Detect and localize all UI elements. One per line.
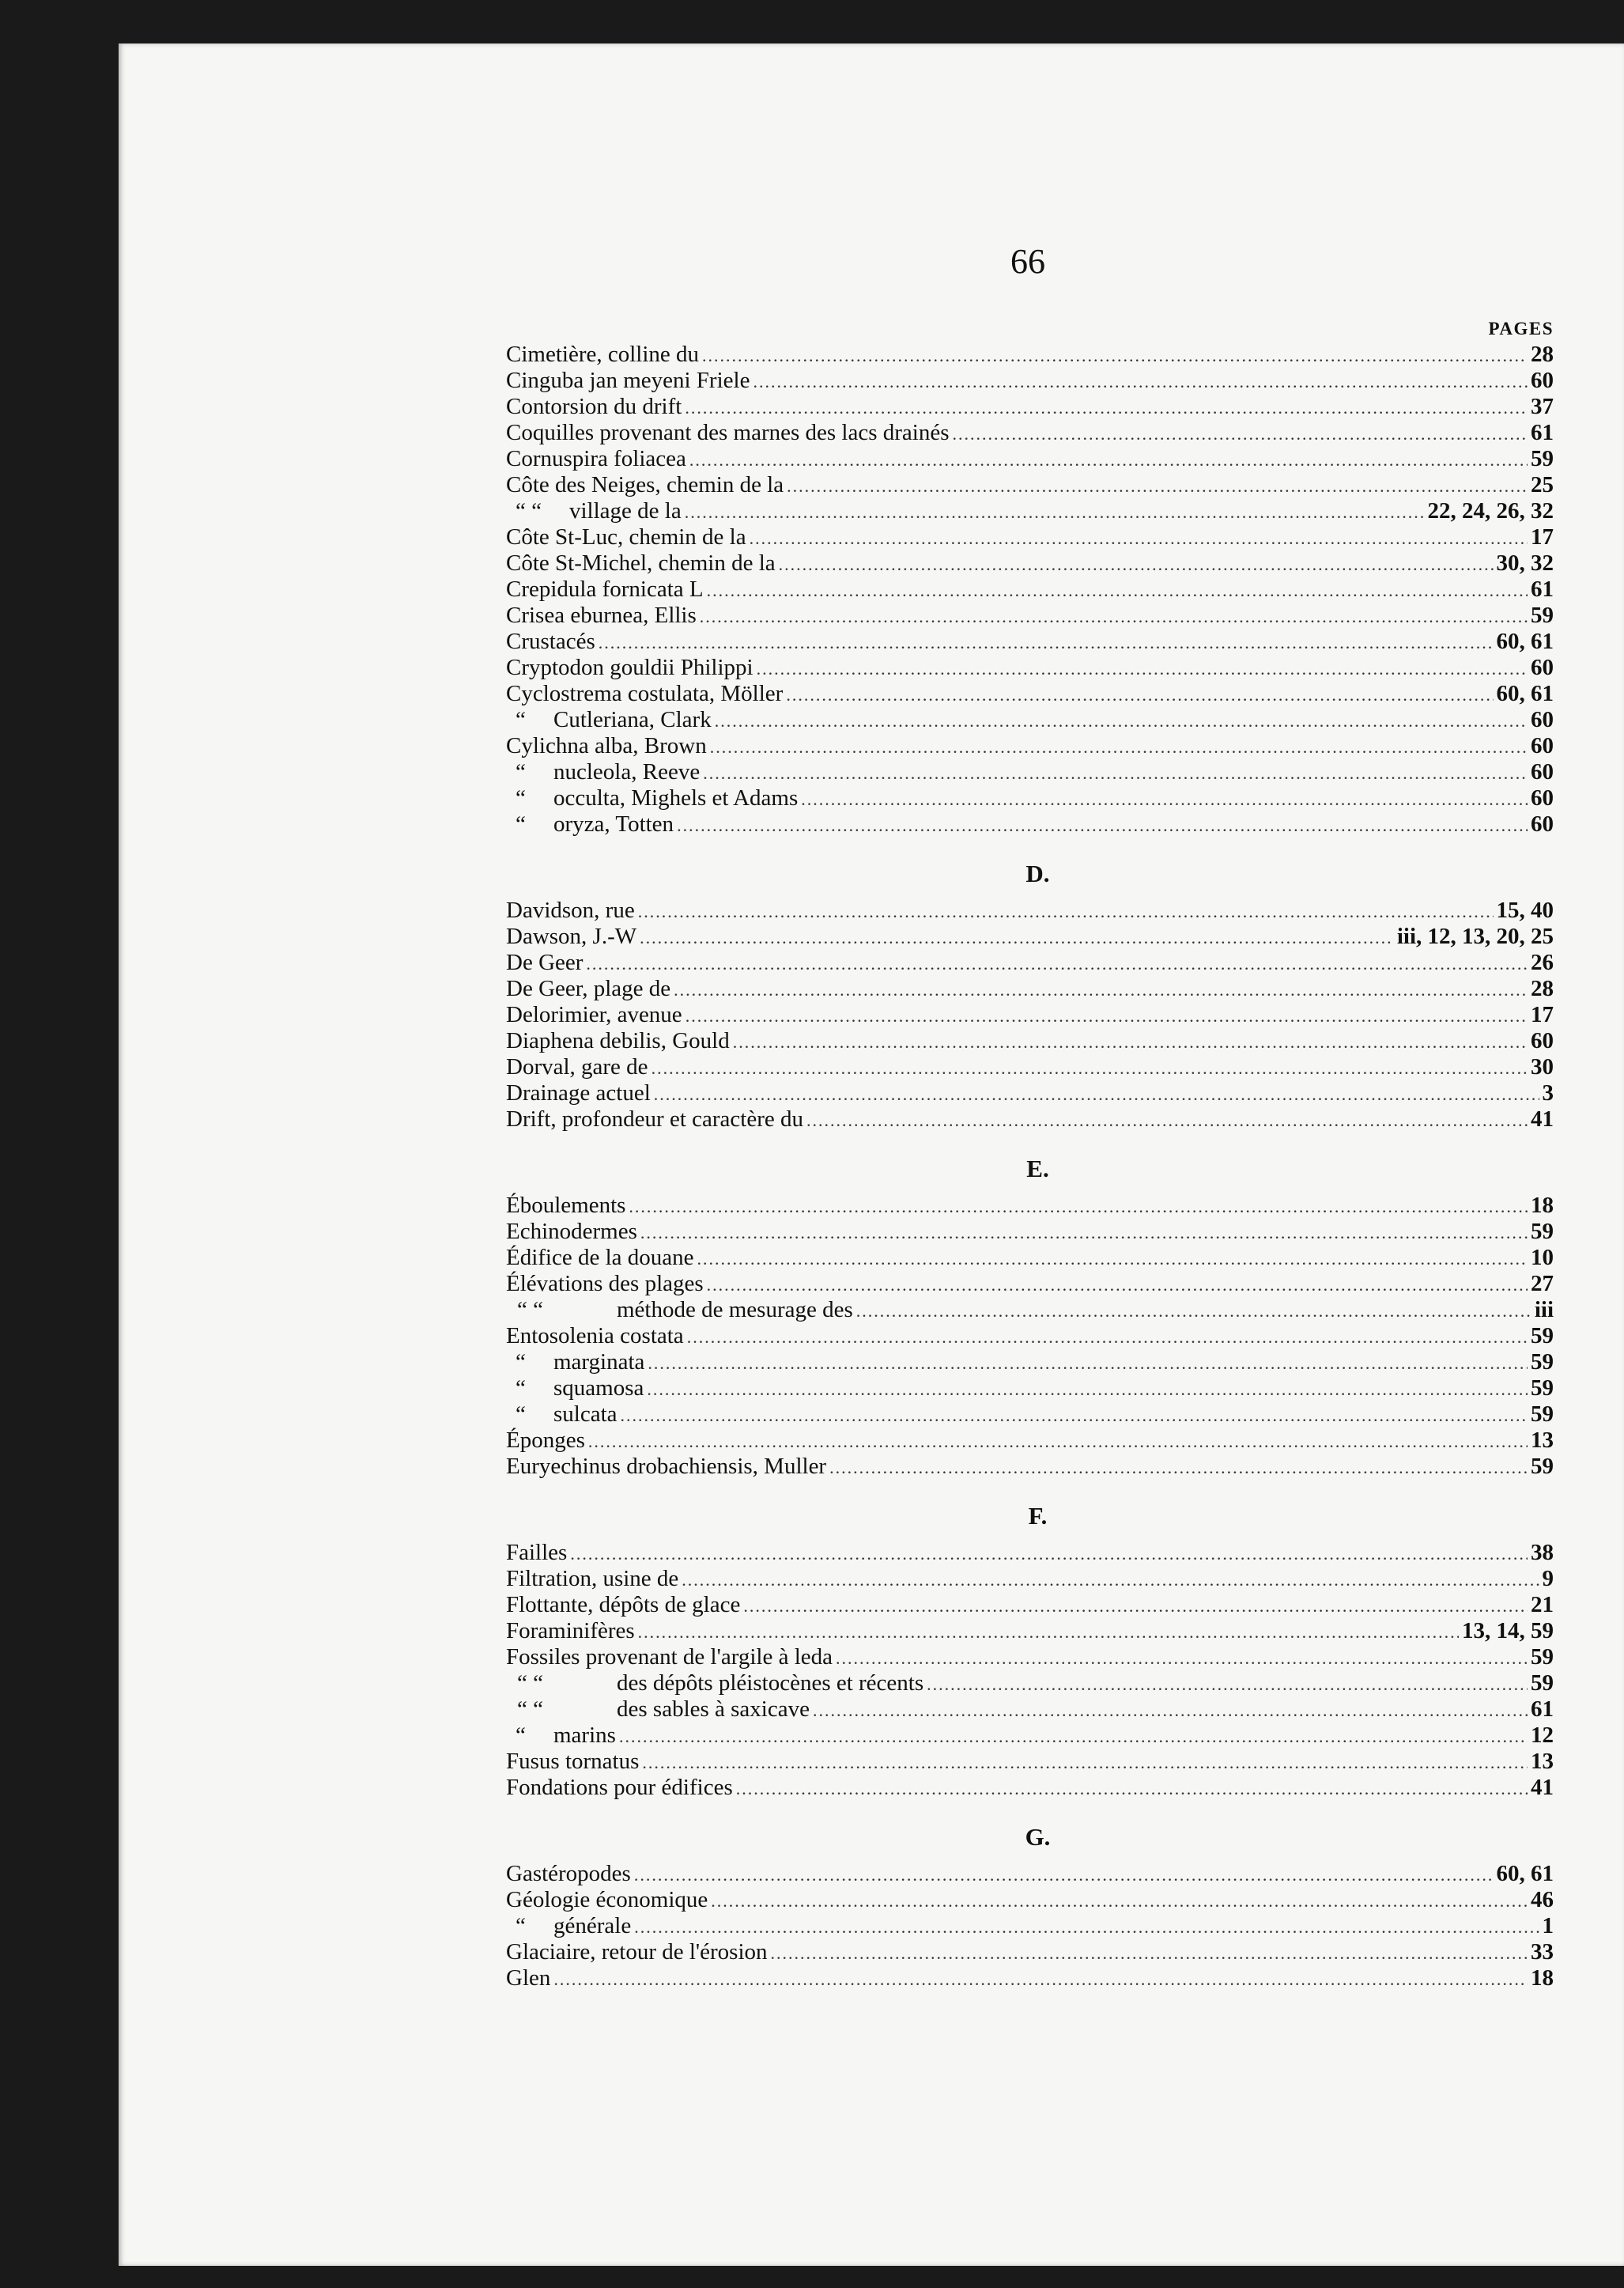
- entry-label: Dorval, gare de: [506, 1054, 648, 1080]
- entry-pages: 30, 32: [1496, 550, 1554, 576]
- entry-pages: 60, 61: [1496, 629, 1554, 654]
- dot-leader: [674, 977, 1528, 1003]
- index-entry: [506, 1245, 1554, 1271]
- entry-pages: 18: [1531, 1965, 1554, 1991]
- dot-leader: [638, 898, 1494, 925]
- index-entry: [506, 1219, 1554, 1245]
- entry-term: [506, 1271, 704, 1297]
- index-entry: [506, 1723, 1554, 1749]
- entry-pages: 59: [1531, 1323, 1554, 1348]
- entry-label: Crepidula fornicata L: [506, 577, 704, 602]
- entry-term: [506, 420, 950, 446]
- dot-leader: [813, 1697, 1528, 1723]
- entry-pages: 37: [1531, 394, 1554, 419]
- entry-pages: 17: [1531, 524, 1554, 550]
- index-entry: [506, 655, 1554, 681]
- dot-leader: [651, 1055, 1528, 1081]
- entry-label: De Geer, plage de: [506, 976, 671, 1001]
- entry-label: Glen: [506, 1965, 551, 1991]
- entry-term: [506, 976, 670, 1002]
- dot-leader: [685, 499, 1425, 525]
- entry-pages: 60: [1531, 811, 1554, 837]
- entry-pages: 27: [1531, 1271, 1554, 1296]
- entry-term: [506, 898, 635, 924]
- index-entry: [506, 785, 1554, 811]
- entry-label: Flottante, dépôts de glace: [506, 1592, 741, 1617]
- entry-pages: 46: [1531, 1887, 1554, 1912]
- entry-pages: 59: [1531, 1644, 1554, 1670]
- entry-term: [506, 1375, 644, 1401]
- entry-term: [506, 1028, 730, 1054]
- dot-leader: [856, 1298, 1531, 1324]
- section-heading: D.: [1025, 860, 1050, 887]
- entry-label: marins: [553, 1723, 616, 1748]
- index-entry: [506, 1323, 1554, 1349]
- entry-term: [506, 472, 784, 498]
- entry-label: Cyclostrema costulata, Möller: [506, 681, 784, 706]
- entry-term: [506, 368, 750, 394]
- index-entry: [506, 1080, 1554, 1106]
- ditto-mark: “: [516, 1401, 526, 1427]
- index-entry: [506, 811, 1554, 838]
- entry-pages: 17: [1531, 1002, 1554, 1027]
- section-heading: E.: [1026, 1155, 1049, 1182]
- entry-pages: 18: [1531, 1193, 1554, 1218]
- entry-label: De Geer: [506, 950, 584, 975]
- entry-label: Élévations des plages: [506, 1271, 704, 1296]
- entry-term: [506, 1939, 768, 1965]
- index-list: [506, 316, 1554, 1991]
- entry-term: [506, 1401, 617, 1428]
- entry-term: [506, 1219, 637, 1245]
- dot-leader: [647, 1376, 1528, 1402]
- dot-leader: [640, 925, 1394, 951]
- dot-leader: [753, 369, 1528, 395]
- ditto-mark: “: [516, 707, 526, 732]
- dot-leader: [689, 447, 1528, 473]
- entry-term: [506, 577, 704, 603]
- index-entry: [506, 394, 1554, 420]
- entry-term: [506, 759, 700, 785]
- entry-term: [506, 950, 583, 976]
- entry-term: [506, 1723, 616, 1749]
- index-entry: [506, 1028, 1554, 1054]
- entry-term: [506, 1566, 678, 1592]
- entry-term: [506, 681, 783, 707]
- entry-pages: 59: [1531, 1375, 1554, 1401]
- dot-leader: [634, 1862, 1494, 1888]
- entry-term: [506, 1106, 803, 1133]
- entry-term: [506, 1644, 833, 1670]
- entry-label: Édifice de la douane: [506, 1245, 694, 1270]
- entry-term: [506, 603, 697, 629]
- index-entry: [506, 1965, 1554, 1991]
- dot-leader: [629, 1193, 1528, 1220]
- index-entry: [506, 681, 1554, 707]
- entry-pages: 59: [1531, 603, 1554, 628]
- entry-term: [506, 924, 636, 950]
- index-entry: [506, 1775, 1554, 1801]
- entry-pages: 60: [1531, 759, 1554, 785]
- entry-pages: 59: [1531, 1670, 1554, 1696]
- entry-pages: 1: [1542, 1913, 1554, 1938]
- entry-pages: 59: [1531, 1401, 1554, 1427]
- dot-leader: [619, 1723, 1528, 1749]
- entry-label: oryza, Totten: [553, 811, 674, 837]
- entry-pages: 15, 40: [1496, 898, 1554, 923]
- dot-leader: [697, 1246, 1528, 1272]
- entry-label: Éponges: [506, 1428, 585, 1453]
- dot-leader: [786, 682, 1493, 708]
- dot-leader: [702, 342, 1528, 369]
- index-entry: [506, 1887, 1554, 1913]
- page-number: 66: [1010, 242, 1045, 281]
- entry-label: générale: [553, 1913, 632, 1938]
- index-entry: [506, 1861, 1554, 1887]
- dot-leader: [779, 551, 1494, 577]
- entry-term: [506, 1540, 567, 1566]
- entry-term: [506, 342, 699, 368]
- entry-pages: 22, 24, 26, 32: [1427, 498, 1554, 524]
- entry-pages: 60: [1531, 655, 1554, 680]
- entry-term: [506, 1323, 684, 1349]
- dot-leader: [700, 603, 1528, 630]
- entry-pages: 60, 61: [1496, 1861, 1554, 1886]
- entry-label: Éboulements: [506, 1193, 626, 1218]
- index-entry: [506, 1002, 1554, 1028]
- dot-leader: [836, 1645, 1528, 1671]
- ditto-mark: “ “: [516, 498, 542, 524]
- dot-leader: [588, 1428, 1528, 1454]
- entry-label: occulta, Mighels et Adams: [553, 785, 799, 811]
- entry-pages: 60, 61: [1496, 681, 1554, 706]
- entry-pages: 28: [1531, 976, 1554, 1001]
- entry-label: Géologie économique: [506, 1887, 708, 1912]
- index-entry: [506, 550, 1554, 577]
- entry-label: des dépôts pléistocènes et récents: [617, 1670, 924, 1696]
- entry-term: [506, 1193, 625, 1219]
- entry-term: [506, 785, 798, 811]
- entry-term: [506, 1775, 733, 1801]
- ditto-mark: “: [516, 785, 526, 811]
- index-entry: [506, 1271, 1554, 1297]
- entry-pages: 59: [1531, 1349, 1554, 1375]
- entry-term: [506, 446, 686, 472]
- dot-leader: [757, 656, 1528, 682]
- dot-leader: [736, 1776, 1528, 1802]
- dot-leader: [553, 1966, 1528, 1992]
- entry-term: [506, 733, 707, 759]
- dot-leader: [711, 1888, 1528, 1914]
- entry-label: Crisea eburnea, Ellis: [506, 603, 697, 628]
- entry-label: Cutleriana, Clark: [553, 707, 712, 732]
- entry-term: [506, 1965, 550, 1991]
- entry-pages: 30: [1531, 1054, 1554, 1080]
- entry-label: des sables à saxicave: [617, 1696, 810, 1722]
- entry-pages: 3: [1542, 1080, 1554, 1106]
- entry-label: Entosolenia costata: [506, 1323, 684, 1348]
- dot-leader: [715, 708, 1528, 734]
- entry-label: Contorsion du drift: [506, 394, 682, 419]
- section-heading: F.: [1028, 1502, 1048, 1530]
- entry-label: Diaphena debilis, Gould: [506, 1028, 730, 1053]
- dot-leader: [927, 1671, 1528, 1697]
- entry-pages: 41: [1531, 1106, 1554, 1132]
- dot-leader: [771, 1940, 1528, 1966]
- dot-leader: [787, 473, 1528, 499]
- entry-label: Côte des Neiges, chemin de la: [506, 472, 784, 497]
- entry-label: Gastéropodes: [506, 1861, 631, 1886]
- entry-term: [506, 1618, 635, 1644]
- dot-leader: [806, 1107, 1528, 1133]
- entry-pages: 13, 14, 59: [1462, 1618, 1554, 1643]
- entry-term: [506, 1592, 740, 1618]
- index-entry: [506, 1749, 1554, 1775]
- ditto-mark: “ “: [517, 1696, 543, 1722]
- entry-term: [506, 1297, 853, 1323]
- entry-term: [506, 524, 746, 550]
- dot-leader: [750, 525, 1528, 551]
- entry-pages: 60: [1531, 707, 1554, 732]
- entry-term: [506, 1913, 631, 1939]
- entry-pages: 60: [1531, 1028, 1554, 1053]
- index-entry: [506, 759, 1554, 785]
- dot-leader: [654, 1081, 1539, 1107]
- dot-leader: [743, 1593, 1528, 1619]
- entry-label: Coquilles provenant des marnes des lacs drainés: [506, 420, 950, 445]
- entry-label: Côte St-Michel, chemin de la: [506, 550, 776, 576]
- entry-term: [506, 707, 712, 733]
- entry-label: Davidson, rue: [506, 898, 635, 923]
- index-entry: [506, 420, 1554, 446]
- index-entry: [506, 629, 1554, 655]
- ditto-mark: “: [516, 1375, 526, 1401]
- index-entry: [506, 446, 1554, 472]
- dot-leader: [801, 786, 1528, 812]
- entry-label: Euryechinus drobachiensis, Muller: [506, 1454, 827, 1479]
- entry-term: [506, 655, 753, 681]
- index-entry: [506, 733, 1554, 759]
- section-heading: G.: [1025, 1823, 1051, 1851]
- index-entry: [506, 1939, 1554, 1965]
- entry-term: [506, 1080, 651, 1106]
- index-entry: [506, 342, 1554, 368]
- entry-term: [506, 1887, 708, 1913]
- dot-leader: [707, 577, 1528, 603]
- entry-pages: 26: [1531, 950, 1554, 975]
- dot-leader: [638, 1619, 1459, 1645]
- entry-label: squamosa: [553, 1375, 644, 1401]
- index-entry: [506, 498, 1554, 524]
- dot-leader: [642, 1749, 1528, 1776]
- entry-pages: 61: [1531, 577, 1554, 602]
- dot-leader: [685, 1003, 1528, 1029]
- entry-term: [506, 1696, 810, 1723]
- index-entry: [506, 898, 1554, 924]
- dot-leader: [703, 760, 1528, 786]
- dot-leader: [648, 1350, 1528, 1376]
- index-entry: [506, 1428, 1554, 1454]
- index-entry: [506, 976, 1554, 1002]
- dot-leader: [586, 951, 1528, 977]
- entry-pages: 38: [1531, 1540, 1554, 1565]
- index-entry: [506, 1401, 1554, 1428]
- entry-label: Cinguba jan meyeni Friele: [506, 368, 750, 393]
- index-entry: [506, 1454, 1554, 1480]
- entry-pages: 60: [1531, 733, 1554, 758]
- entry-pages: 21: [1531, 1592, 1554, 1617]
- entry-label: méthode de mesurage des: [617, 1297, 853, 1322]
- index-entry: [506, 1566, 1554, 1592]
- dot-leader: [733, 1029, 1528, 1055]
- index-entry: [506, 577, 1554, 603]
- entry-label: Cryptodon gouldii Philippi: [506, 655, 753, 680]
- dot-leader: [677, 812, 1528, 838]
- ditto-mark: “: [516, 759, 526, 785]
- dot-leader: [599, 630, 1494, 656]
- index-entry: [506, 1297, 1554, 1323]
- entry-label: Drift, profondeur et caractère du: [506, 1106, 803, 1132]
- entry-pages: 10: [1531, 1245, 1554, 1270]
- entry-label: nucleola, Reeve: [553, 759, 701, 785]
- entry-pages: 61: [1531, 420, 1554, 445]
- index-entry: [506, 924, 1554, 950]
- index-entry: [506, 1375, 1554, 1401]
- index-entry: [506, 603, 1554, 629]
- entry-pages: 60: [1531, 785, 1554, 811]
- index-entry: [506, 1540, 1554, 1566]
- index-entry: [506, 1193, 1554, 1219]
- index-entry: [506, 524, 1554, 550]
- entry-term: [506, 811, 674, 838]
- entry-label: Cornuspira foliacea: [506, 446, 686, 471]
- index-entry: [506, 1644, 1554, 1670]
- entry-pages: iii: [1534, 1297, 1554, 1322]
- index-entry: [506, 1696, 1554, 1723]
- entry-label: Cimetière, colline du: [506, 342, 700, 367]
- dot-leader: [621, 1402, 1528, 1428]
- entry-term: [506, 629, 595, 655]
- entry-label: sulcata: [553, 1401, 617, 1427]
- dot-leader: [570, 1541, 1528, 1567]
- entry-label: Fusus tornatus: [506, 1749, 640, 1774]
- entry-label: Delorimier, avenue: [506, 1002, 682, 1027]
- entry-label: Cylichna alba, Brown: [506, 733, 707, 758]
- entry-pages: 25: [1531, 472, 1554, 497]
- index-entry: [506, 950, 1554, 976]
- ditto-mark: “: [516, 1913, 526, 1938]
- entry-term: [506, 1454, 826, 1480]
- entry-pages: 59: [1531, 1454, 1554, 1479]
- entry-pages: 60: [1531, 368, 1554, 393]
- entry-label: Crustacés: [506, 629, 595, 654]
- entry-label: Foraminifères: [506, 1618, 635, 1643]
- entry-pages: 13: [1531, 1428, 1554, 1453]
- entry-pages: 61: [1531, 1696, 1554, 1722]
- entry-term: [506, 1054, 648, 1080]
- ditto-mark: “ “: [517, 1670, 543, 1696]
- entry-pages: 28: [1531, 342, 1554, 367]
- entry-label: marginata: [553, 1349, 645, 1375]
- dot-leader: [829, 1454, 1528, 1481]
- index-entry: [506, 1670, 1554, 1696]
- pages-column-header: PAGES: [1488, 319, 1554, 338]
- entry-term: [506, 550, 776, 577]
- entry-label: Drainage actuel: [506, 1080, 651, 1106]
- entry-label: Echinodermes: [506, 1219, 637, 1244]
- index-entry: [506, 1054, 1554, 1080]
- entry-term: [506, 1002, 682, 1028]
- dot-leader: [634, 1914, 1539, 1940]
- entry-label: Dawson, J.-W: [506, 924, 637, 949]
- index-entry: [506, 1618, 1554, 1644]
- dot-leader: [953, 421, 1528, 447]
- entry-term: [506, 1670, 923, 1696]
- entry-label: Glaciaire, retour de l'érosion: [506, 1939, 768, 1965]
- dot-leader: [685, 395, 1528, 421]
- dot-leader: [682, 1567, 1539, 1593]
- entry-label: Failles: [506, 1540, 568, 1565]
- entry-label: Fossiles provenant de l'argile à leda: [506, 1644, 833, 1670]
- entry-label: Fondations pour édifices: [506, 1775, 733, 1800]
- dot-leader: [640, 1220, 1528, 1246]
- dot-leader: [687, 1324, 1528, 1350]
- index-entry: [506, 472, 1554, 498]
- index-entry: [506, 368, 1554, 394]
- entry-pages: 12: [1531, 1723, 1554, 1748]
- entry-term: [506, 498, 682, 524]
- ditto-mark: “ “: [517, 1297, 543, 1322]
- ditto-mark: “: [516, 811, 526, 837]
- index-entry: [506, 1913, 1554, 1939]
- entry-pages: 41: [1531, 1775, 1554, 1800]
- ditto-mark: “: [516, 1723, 526, 1748]
- entry-term: [506, 1861, 631, 1887]
- index-entry: [506, 1106, 1554, 1133]
- entry-label: village de la: [569, 498, 682, 524]
- entry-term: [506, 1245, 694, 1271]
- index-entry: [506, 1349, 1554, 1375]
- entry-term: [506, 394, 682, 420]
- entry-term: [506, 1749, 639, 1775]
- entry-term: [506, 1349, 644, 1375]
- ditto-mark: “: [516, 1349, 526, 1375]
- entry-pages: 59: [1531, 1219, 1554, 1244]
- entry-pages: iii, 12, 13, 20, 25: [1396, 924, 1554, 949]
- entry-pages: 33: [1531, 1939, 1554, 1965]
- entry-term: [506, 1428, 585, 1454]
- entry-pages: 9: [1542, 1566, 1554, 1591]
- dot-leader: [707, 1272, 1528, 1298]
- entry-pages: 13: [1531, 1749, 1554, 1774]
- index-entry: [506, 1592, 1554, 1618]
- entry-label: Côte St-Luc, chemin de la: [506, 524, 746, 550]
- dot-leader: [710, 734, 1528, 760]
- entry-label: Filtration, usine de: [506, 1566, 679, 1591]
- index-entry: [506, 707, 1554, 733]
- entry-pages: 59: [1531, 446, 1554, 471]
